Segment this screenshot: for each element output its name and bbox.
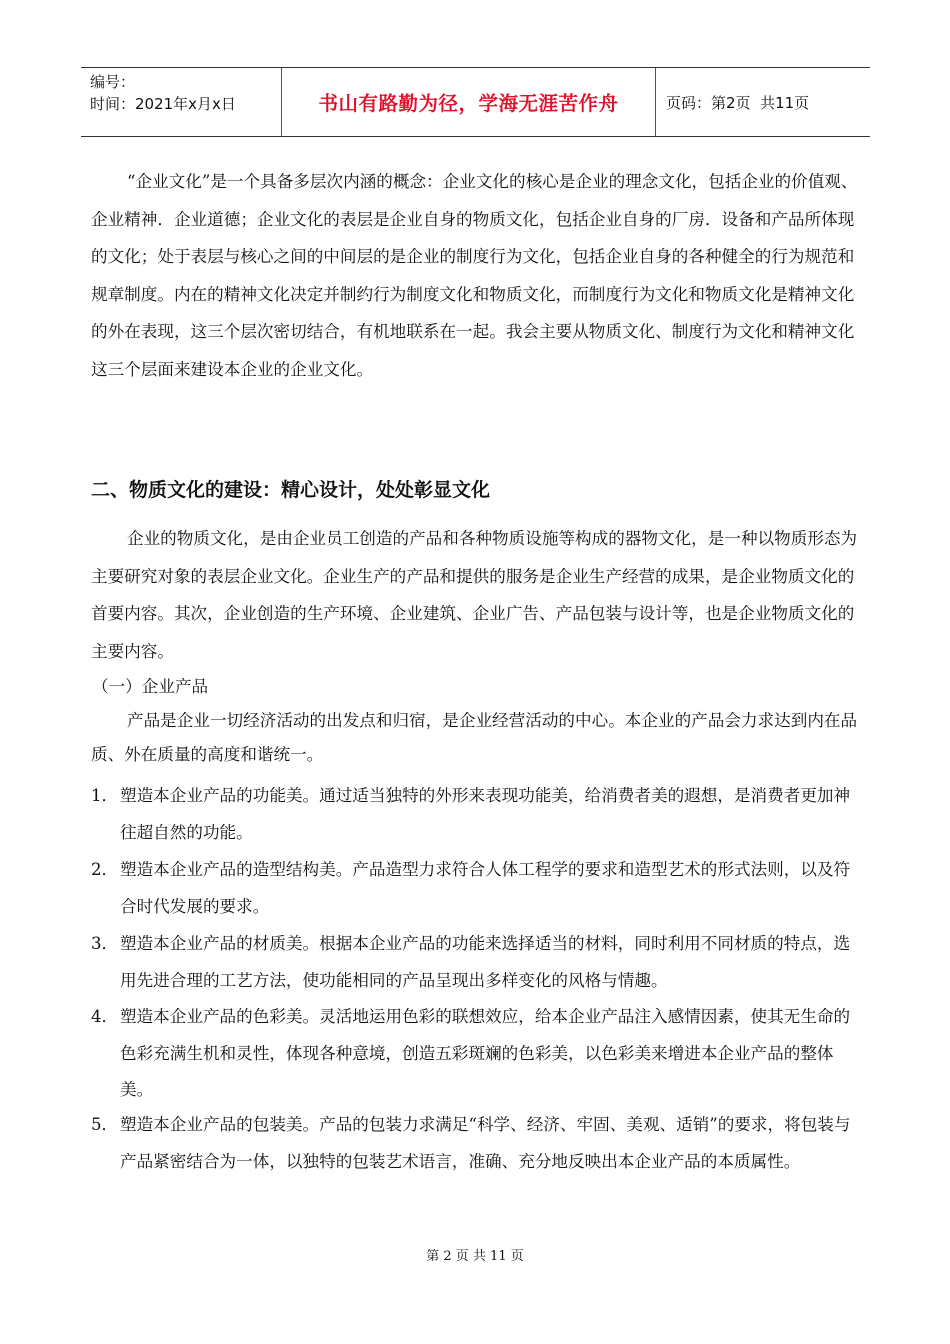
header-table	[81, 67, 870, 137]
time-label: 时间：2021年x月x日	[90, 95, 236, 113]
list-item-text: 塑造本企业产品的造型结构美。产品造型力求符合人体工程学的要求和造型艺术的形式法则，以及符合时代发展的要求。	[120, 860, 851, 916]
list-item-number: 1．	[91, 786, 119, 805]
list-item-text: 塑造本企业产品的包装美。产品的包装力求满足“科学、经济、牢固、美观、适销”的要求，将包装与产品紧密结合为一体，以独特的包装艺术语言，准确、充分地反映出本企业产品的本质属性。	[120, 1115, 851, 1171]
subsection-title: （一）企业产品	[92, 677, 209, 696]
section-title: 二、物质文化的建设：精心设计，处处彰显文化	[91, 479, 491, 501]
list-item-number: 3．	[91, 934, 119, 953]
list-item	[91, 778, 866, 851]
list-item	[91, 999, 866, 1109]
list-item	[91, 1107, 866, 1180]
header-motto: 书山有路勤为径，学海无涯苦作舟	[282, 68, 656, 136]
header-page-info-cell	[656, 68, 870, 136]
list-item-number: 4．	[91, 1007, 119, 1026]
list-item-text: 塑造本企业产品的色彩美。灵活地运用色彩的联想效应，给本企业产品注入感情因素，使其无生命的色彩充满生机和灵性，体现各种意境，创造五彩斑斓的色彩美，以色彩美来增进本企业产品的整体美。	[120, 1007, 851, 1099]
list-item-text: 塑造本企业产品的功能美。通过适当独特的外形来表现功能美，给消费者美的遐想，是消费者更加神往超自然的功能。	[120, 786, 851, 842]
page-footer: 第 2 页 共 11 页	[426, 1249, 524, 1264]
list-item-number: 2．	[91, 860, 119, 879]
subsection-paragraph: 产品是企业一切经济活动的出发点和归宿，是企业经营活动的中心。本企业的产品会力求达到内在品质、外在质量的高度和谐统一。	[91, 711, 858, 764]
list-item-text: 塑造本企业产品的材质美。根据本企业产品的功能来选择适当的材料，同时利用不同材质的特点，选用先进合理的工艺方法，使功能相同的产品呈现出多样变化的风格与情趣。	[120, 934, 851, 990]
page-info: 页码：第2页 共11页	[666, 93, 810, 112]
number-label: 编号：	[90, 73, 136, 91]
header-meta-cell	[81, 68, 282, 136]
section-paragraph: 企业的物质文化，是由企业员工创造的产品和各种物质设施等构成的器物文化，是一种以物质形态为主要研究对象的表层企业文化。企业生产的产品和提供的服务是企业生产经营的成果，是企业物质文化的首要内容。其次，企业创造的生产环境、企业建筑、企业广告、产品包装与设计等，也是企业物质文化的主要内容。	[91, 529, 858, 661]
intro-paragraph: “企业文化”是一个具备多层次内涵的概念：企业文化的核心是企业的理念文化，包括企业的价值观、企业精神．企业道德；企业文化的表层是企业自身的物质文化，包括企业自身的厂房．设备和产品所体现的文化；处于表层与核心之间的中间层的是企业的制度行为文化，包括企业自身的各种健全的行为规范和规章制度。内在的精神文化决定并制约行为制度文化和物质文化，而制度行为文化和物质文化是精神文化的外在表现，这三个层次密切结合，有机地联系在一起。我会主要从物质文化、制度行为文化和精神文化这三个层面来建设本企业的企业文化。	[91, 172, 858, 379]
list-item	[91, 852, 866, 925]
list-item	[91, 926, 866, 999]
list-item-number: 5．	[91, 1115, 119, 1134]
